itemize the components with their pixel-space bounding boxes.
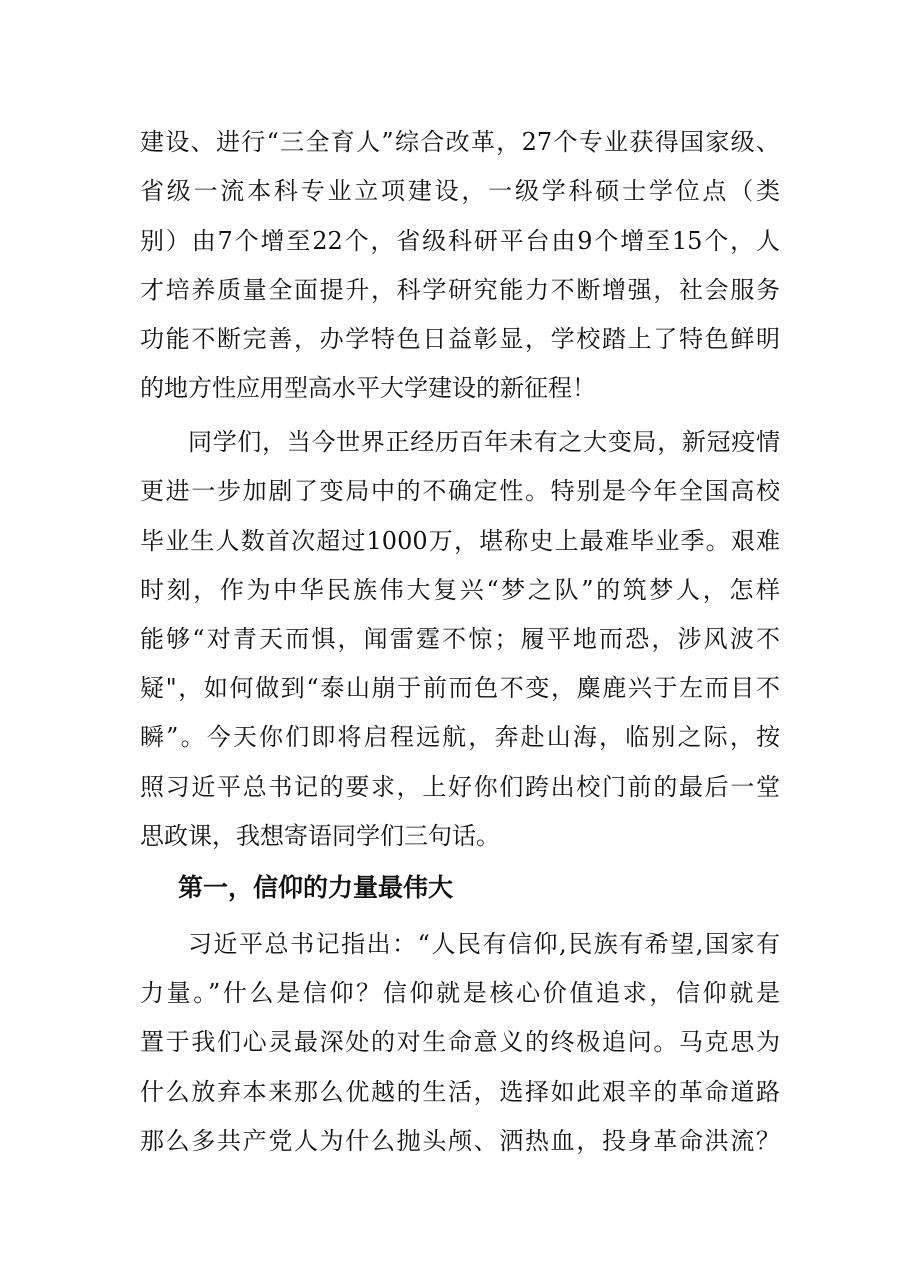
paragraph-3-line-1: 习近平总书记指出：“人民有信仰,民族有希望,国家有 <box>188 930 780 958</box>
paragraph-2-line-1: 同学们，当今世界正经历百年未有之大变局，新冠疫情 <box>188 428 780 456</box>
section-heading: 第一，信仰的力量最伟大 <box>178 873 454 902</box>
paragraph-3-line-4: 什么放弃本来那么优越的生活，选择如此艰辛的革命道路 <box>140 1078 780 1106</box>
paragraph-2-line-8: 照习近平总书记的要求，上好你们跨出校门前的最后一堂 <box>140 773 780 801</box>
paragraph-2-line-9: 思政课，我想寄语同学们三句话。 <box>140 822 500 850</box>
paragraph-1-line-4: 才培养质量全面提升，科学研究能力不断增强，社会服务 <box>140 276 780 304</box>
paragraph-2-line-2: 更进一步加剧了变局中的不确定性。特别是今年全国高校 <box>140 477 780 505</box>
paragraph-3-line-3: 置于我们心灵最深处的对生命意义的终极追问。马克思为 <box>140 1028 780 1056</box>
paragraph-2-line-7: 瞬”。今天你们即将启程远航，奔赴山海，临别之际，按 <box>140 723 780 751</box>
paragraph-1-line-6: 的地方性应用型高水平大学建设的新征程！ <box>140 374 596 402</box>
paragraph-2-line-5: 能够“对青天而惧，闻雷霆不惊；履平地而恐，涉风波不 <box>140 625 780 653</box>
paragraph-1-line-1: 建设、进行“三全育人”综合改革，27个专业获得国家级、 <box>140 128 780 156</box>
paragraph-1-line-2: 省级一流本科专业立项建设，一级学科硕士学位点（类 <box>140 177 780 205</box>
paragraph-1-line-5: 功能不断完善，办学特色日益彰显，学校踏上了特色鲜明 <box>140 325 780 353</box>
paragraph-2-line-4: 时刻，作为中华民族伟大复兴“梦之队”的筑梦人，怎样 <box>140 576 780 604</box>
paragraph-2-line-3: 毕业生人数首次超过1000万，堪称史上最难毕业季。艰难 <box>140 527 780 555</box>
paragraph-3-line-2: 力量。”什么是信仰？信仰就是核心价值追求，信仰就是 <box>140 979 780 1007</box>
paragraph-1-line-3: 别）由7个增至22个，省级科研平台由9个增至15个，人 <box>140 227 780 255</box>
paragraph-2-line-6: 疑"，如何做到“泰山崩于前而色不变，麋鹿兴于左而目不 <box>140 674 780 702</box>
paragraph-3-line-5: 那么多共产党人为什么抛头颅、洒热血，投身革命洪流？ <box>140 1127 780 1155</box>
